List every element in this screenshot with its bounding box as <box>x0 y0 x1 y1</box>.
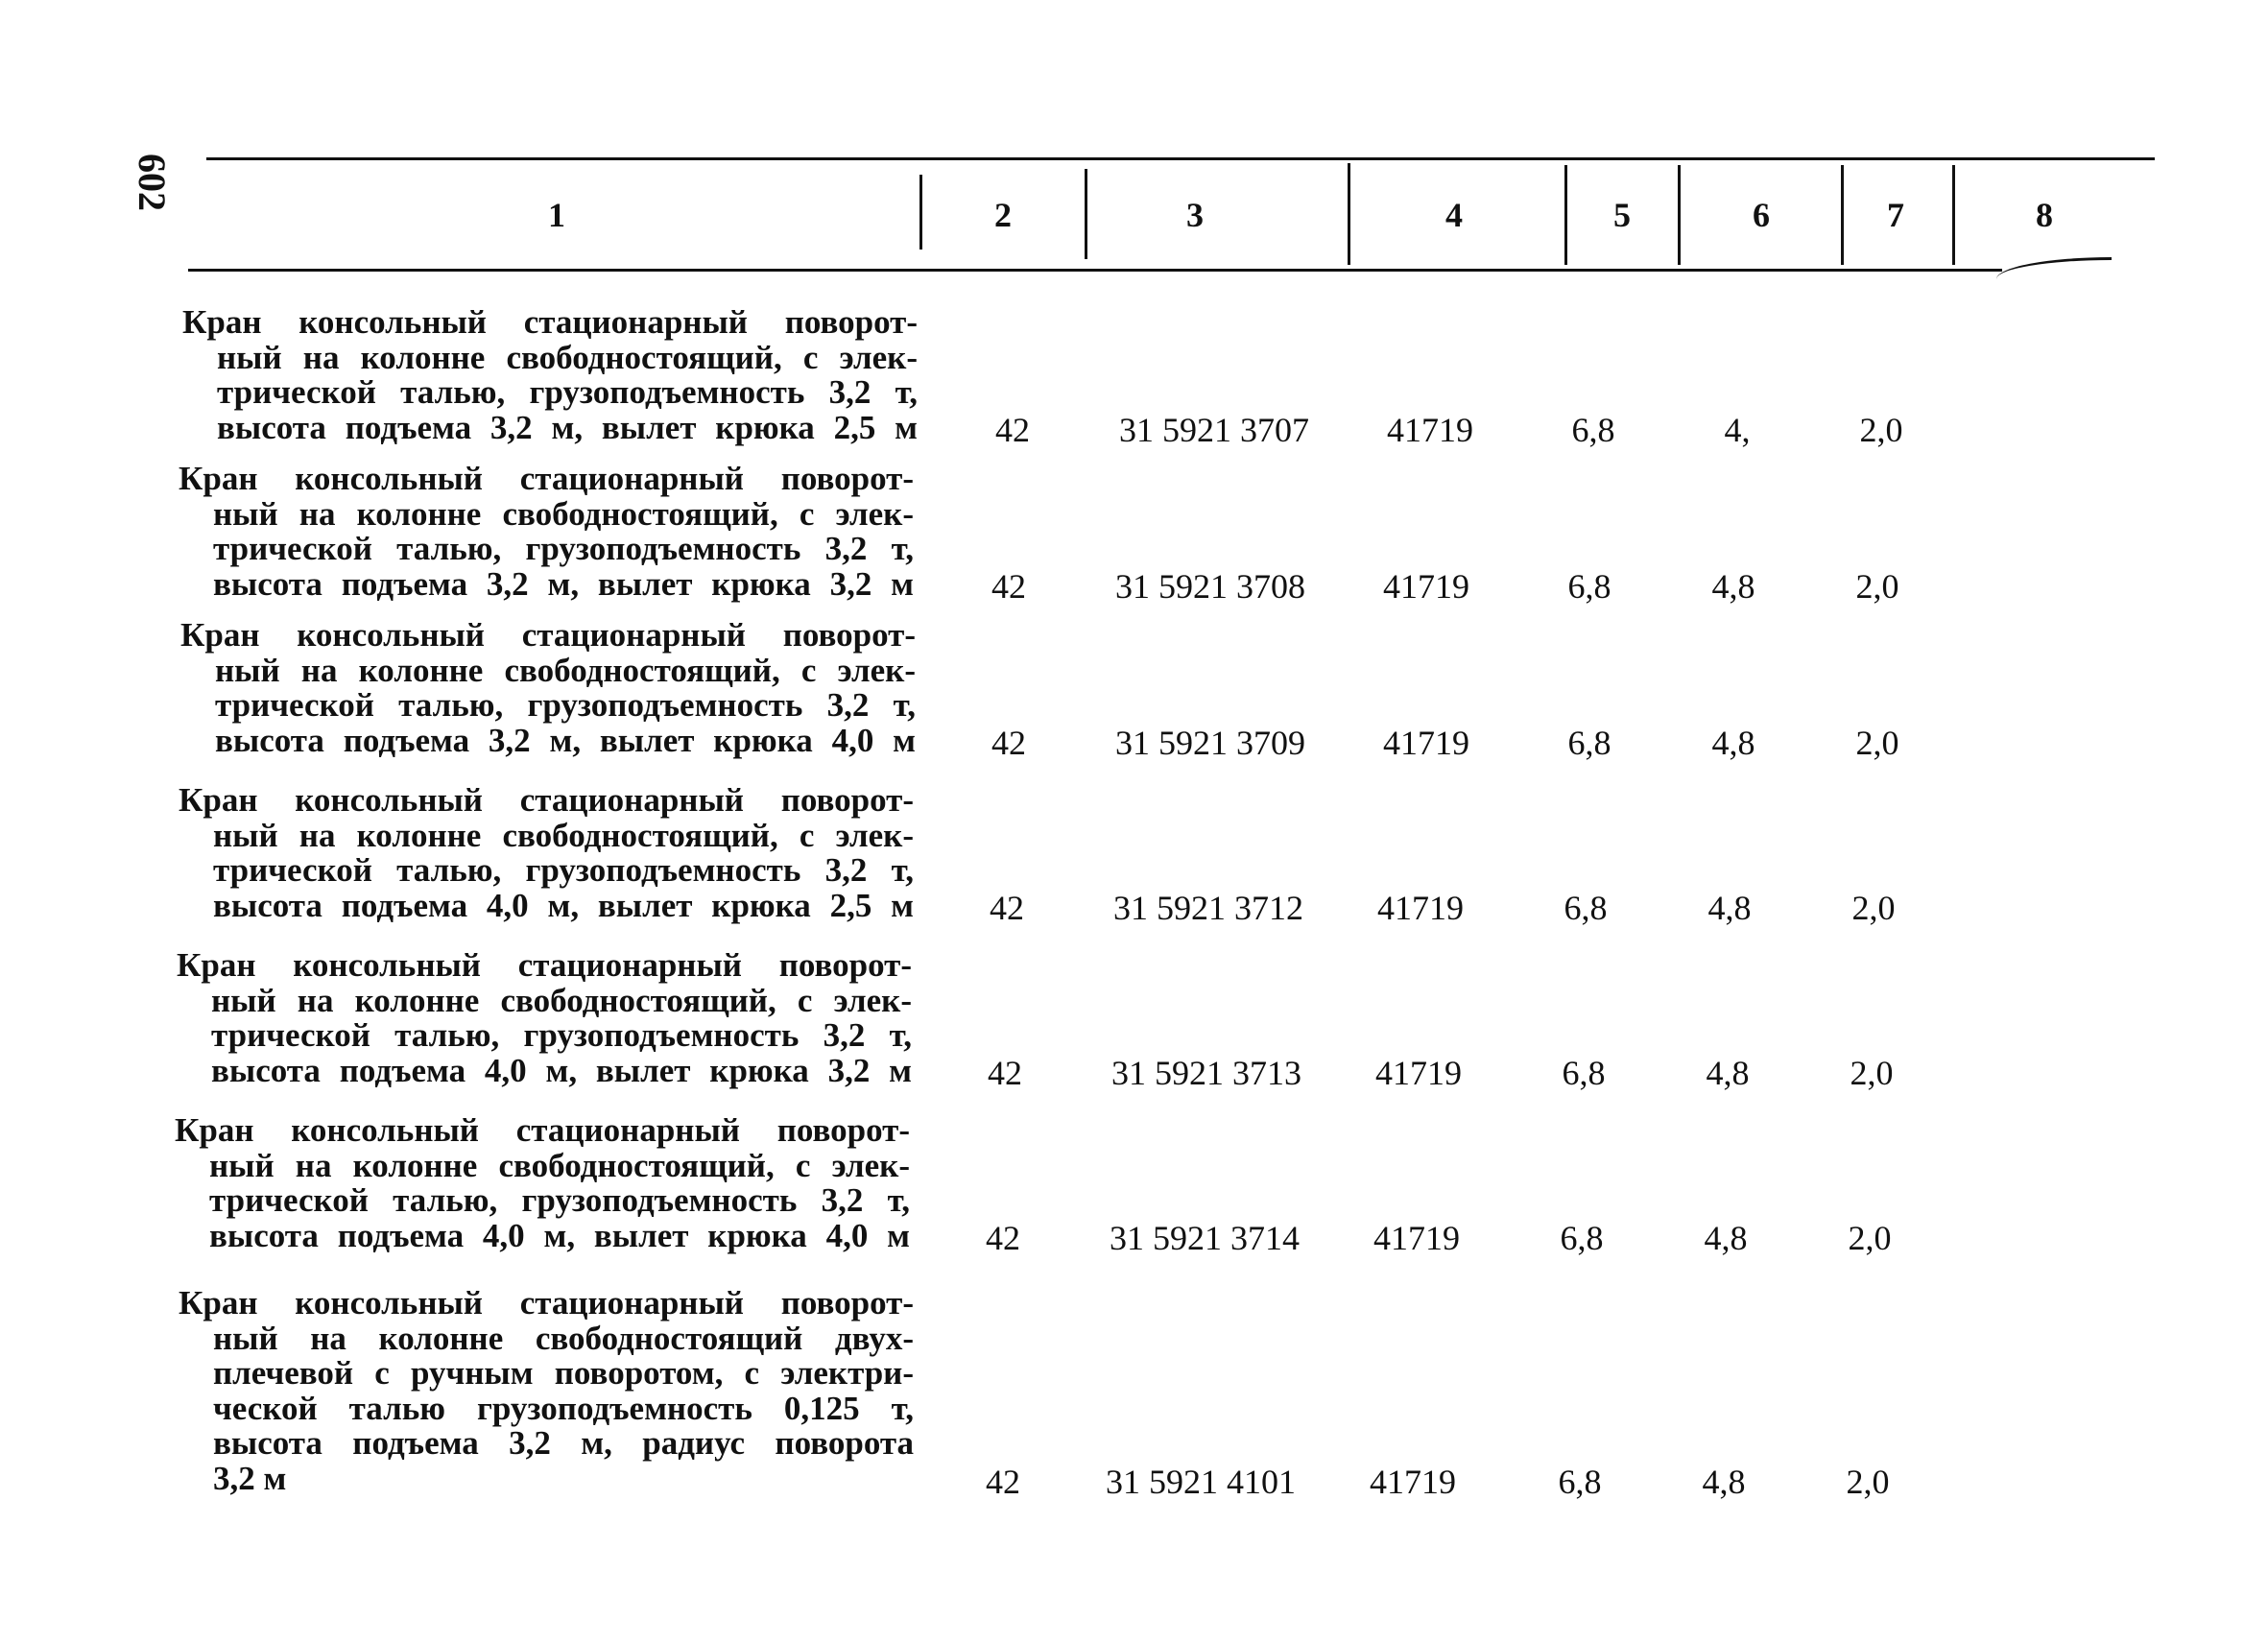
cell-col-3: 31 5921 3709 <box>1115 724 1305 762</box>
description-line: ческой талью грузоподъемность 0,125 т, <box>213 1389 914 1427</box>
row-description <box>182 305 918 445</box>
header-col-2: 2 <box>994 196 1012 234</box>
header-divider-6-7 <box>1841 165 1844 265</box>
cell-col-5: 6,8 <box>1567 724 1611 762</box>
header-divider-3-4 <box>1348 163 1350 265</box>
cell-col-2: 42 <box>986 1463 1020 1501</box>
description-line: ный на колонне свободностоящий, с элек- <box>213 494 914 533</box>
cell-col-7: 2,0 <box>1850 1054 1894 1092</box>
cell-col-7: 2,0 <box>1859 411 1903 449</box>
description-line: высота подъема 4,0 м, вылет крюка 3,2 м <box>211 1051 912 1089</box>
header-divider-2-3 <box>1085 169 1087 259</box>
cell-col-7: 2,0 <box>1855 567 1899 606</box>
cell-col-3: 31 5921 4101 <box>1106 1463 1296 1501</box>
cell-col-5: 6,8 <box>1560 1219 1604 1257</box>
page-number: 602 <box>131 154 174 211</box>
header-divider-5-6 <box>1678 165 1681 265</box>
row-description <box>179 783 914 923</box>
cell-col-5: 6,8 <box>1564 889 1608 927</box>
description-line: плечевой с ручным поворотом, с электри- <box>213 1354 914 1392</box>
header-col-1: 1 <box>548 196 565 234</box>
cell-col-2: 42 <box>986 1219 1020 1257</box>
cell-col-6: 4,8 <box>1706 1054 1750 1092</box>
cell-col-5: 6,8 <box>1567 567 1611 606</box>
header-divider-4-5 <box>1564 165 1567 265</box>
table-header-bottom-rule-curve <box>1996 257 2112 279</box>
description-line: Кран консольный стационарный поворот- <box>179 781 914 819</box>
cell-col-6: 4,8 <box>1704 1219 1748 1257</box>
row-description <box>175 1113 910 1253</box>
cell-col-2: 42 <box>991 567 1026 606</box>
row-description <box>179 1286 914 1496</box>
description-line: высота подъема 3,2 м, вылет крюка 4,0 м <box>215 721 916 759</box>
header-col-4: 4 <box>1445 196 1463 234</box>
cell-col-5: 6,8 <box>1558 1463 1602 1501</box>
cell-col-6: 4,8 <box>1711 724 1755 762</box>
cell-col-4: 41719 <box>1383 724 1469 762</box>
description-line: Кран консольный стационарный поворот- <box>179 1284 914 1322</box>
header-col-8: 8 <box>2036 196 2053 234</box>
description-line: ный на колонне свободностоящий, с элек- <box>215 651 916 689</box>
cell-col-3: 31 5921 3712 <box>1113 889 1303 927</box>
header-col-7: 7 <box>1887 196 1904 234</box>
description-line: ный на колонне свободностоящий, с элек- <box>213 816 914 854</box>
header-divider-1-2 <box>919 175 922 250</box>
description-line: высота подъема 4,0 м, вылет крюка 4,0 м <box>209 1216 910 1254</box>
cell-col-4: 41719 <box>1373 1219 1460 1257</box>
cell-col-5: 6,8 <box>1562 1054 1606 1092</box>
description-line: высота подъема 3,2 м, вылет крюка 2,5 м <box>217 408 918 446</box>
cell-col-4: 41719 <box>1383 567 1469 606</box>
cell-col-6: 4, <box>1724 411 1751 449</box>
cell-col-4: 41719 <box>1377 889 1464 927</box>
table-header-bottom-rule <box>188 269 2002 272</box>
row-description <box>180 618 916 758</box>
cell-col-4: 41719 <box>1370 1463 1456 1501</box>
description-line: ный на колонне свободностоящий двух- <box>213 1319 914 1357</box>
description-line: Кран консольный стационарный поворот- <box>180 616 916 654</box>
description-line: трической талью, грузоподъемность 3,2 т, <box>213 530 914 567</box>
cell-col-3: 31 5921 3707 <box>1119 411 1309 449</box>
cell-col-2: 42 <box>991 724 1026 762</box>
description-line: трической талью, грузоподъемность 3,2 т, <box>215 686 916 724</box>
cell-col-4: 41719 <box>1387 411 1473 449</box>
description-line: ный на колонне свободностоящий, с элек- <box>217 338 918 376</box>
header-col-5: 5 <box>1613 196 1631 234</box>
table-top-rule <box>206 157 2155 160</box>
cell-col-6: 4,8 <box>1711 567 1755 606</box>
cell-col-4: 41719 <box>1375 1054 1462 1092</box>
row-description <box>179 462 914 602</box>
description-line: трической талью, грузоподъемность 3,2 т, <box>209 1181 910 1219</box>
description-line: трической талью, грузоподъемность 3,2 т, <box>211 1016 912 1054</box>
cell-col-2: 42 <box>995 411 1030 449</box>
header-divider-7-8 <box>1952 165 1955 265</box>
cell-col-5: 6,8 <box>1571 411 1615 449</box>
description-line: Кран консольный стационарный поворот- <box>179 460 914 497</box>
header-col-6: 6 <box>1753 196 1770 234</box>
description-line: Кран консольный стационарный поворот- <box>177 946 912 984</box>
description-line: ный на колонне свободностоящий, с элек- <box>209 1146 910 1184</box>
description-line: 3,2 м <box>213 1459 287 1497</box>
description-line: Кран консольный стационарный поворот- <box>182 303 918 341</box>
description-line: высота подъема 4,0 м, вылет крюка 2,5 м <box>213 886 914 924</box>
cell-col-3: 31 5921 3708 <box>1115 567 1305 606</box>
description-line: Кран консольный стационарный поворот- <box>175 1111 910 1149</box>
description-line: трической талью, грузоподъемность 3,2 т, <box>213 851 914 889</box>
cell-col-3: 31 5921 3714 <box>1110 1219 1300 1257</box>
cell-col-2: 42 <box>988 1054 1022 1092</box>
cell-col-6: 4,8 <box>1707 889 1752 927</box>
description-line: трической талью, грузоподъемность 3,2 т, <box>217 373 918 411</box>
description-line: ный на колонне свободностоящий, с элек- <box>211 981 912 1019</box>
cell-col-7: 2,0 <box>1846 1463 1890 1501</box>
description-line: высота подъема 3,2 м, вылет крюка 3,2 м <box>213 564 914 603</box>
cell-col-3: 31 5921 3713 <box>1111 1054 1301 1092</box>
header-col-3: 3 <box>1186 196 1204 234</box>
row-description <box>177 948 912 1088</box>
cell-col-7: 2,0 <box>1851 889 1896 927</box>
cell-col-7: 2,0 <box>1848 1219 1892 1257</box>
cell-col-7: 2,0 <box>1855 724 1899 762</box>
cell-col-2: 42 <box>990 889 1024 927</box>
cell-col-6: 4,8 <box>1702 1463 1746 1501</box>
description-line: высота подъема 3,2 м, радиус поворота <box>213 1424 914 1462</box>
